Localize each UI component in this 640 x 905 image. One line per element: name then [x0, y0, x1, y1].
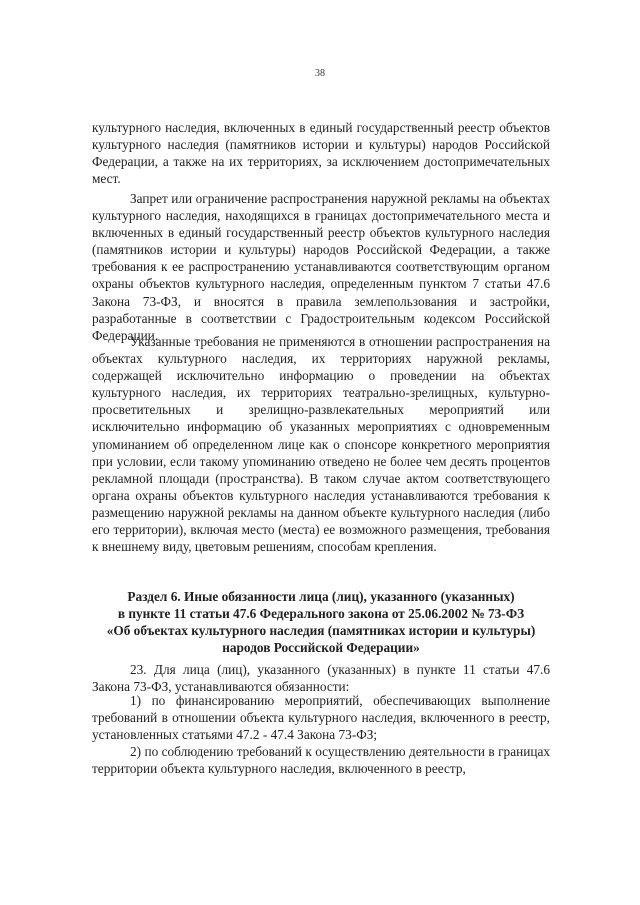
paragraph-text: Запрет или ограничение распространения наружной рекламы на объектах культурного наследия, находящихся в границах достопримечательного места и включенных в единый государственный реестр объектов культурного наследия (памятников истории и культуры) народов Российской Федерации, а также требования к ее распространению устанавливаются соответствующим органом охраны объектов культурного наследия, определенным пунктом 7 статьи 47.6 Закона 73-ФЗ, и вносятся в правила землепользования и застройки, разработанные в соответствии с Градостроительным кодексом Российской Федерации.	[92, 191, 550, 343]
paragraph-item-1	[92, 692, 550, 743]
paragraph-advertising-restriction	[92, 190, 550, 344]
paragraph-requirements-exception	[92, 333, 550, 555]
paragraph-text: 2) по соблюдению требований к осуществлению деятельности в границах территории объекта культурного наследия, включенного в реестр,	[92, 744, 550, 777]
section-heading-line-1: Раздел 6. Иные обязанности лица (лиц), указанного (указанных)	[127, 589, 515, 604]
paragraph-continuation	[92, 119, 550, 187]
section-heading	[92, 588, 550, 656]
paragraph-clause-23	[92, 661, 550, 695]
paragraph-item-2	[92, 743, 550, 777]
paragraph-text: культурного наследия, включенных в единый государственный реестр объектов культурного наследия (памятников истории и культуры) народов Российской Федерации, а также на их территориях, за исключением достопримечательных мест.	[92, 120, 550, 187]
section-heading-line-3: «Об объектах культурного наследия (памятниках истории и культуры)	[106, 623, 536, 639]
paragraph-text: 23. Для лица (лиц), указанного (указанных) в пункте 11 статьи 47.6 Закона 73-ФЗ, устанавливаются обязанности:	[92, 662, 550, 695]
paragraph-text: 1) по финансированию мероприятий, обеспечивающих выполнение требований в отношении объекта культурного наследия, включенного в реестр, установленных статьями 47.2 - 47.4 Закона 73-ФЗ;	[92, 693, 550, 743]
section-heading-line-2: в пункте 11 статьи 47.6 Федерального закона от 25.06.2002 № 73-ФЗ	[117, 606, 525, 622]
section-heading-line-4: народов Российской Федерации»	[222, 640, 420, 656]
page-number: 38	[315, 68, 325, 79]
paragraph-text: Указанные требования не применяются в отношении распространения на объектах культурного наследия, их территориях наружной рекламы, содержащей исключительно информацию о проведении на объектах культурного наследия, их территориях театрально-зрелищных, культурно-просветительных и зрелищно-развлекательных мероприятий или исключительно информацию об указанных мероприятиях с одновременным упоминанием об определенном лице как о спонсоре конкретного мероприятия при условии, если такому упоминанию отведено не более чем десять процентов рекламной площади (пространства). В таком случае актом соответствующего органа охраны объектов культурного наследия устанавливаются требования к размещению наружной рекламы на данном объекте культурного наследия (либо его территории), включая место (места) ее возможного размещения, требования к внешнему виду, цветовым решениям, способам крепления.	[92, 334, 550, 555]
